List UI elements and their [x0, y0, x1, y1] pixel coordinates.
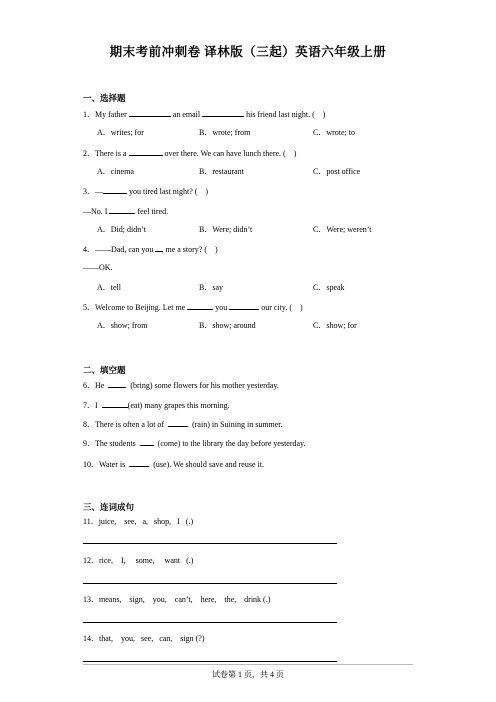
q5-blank-1 — [187, 301, 213, 310]
q7-text-post: (eat) many grapes this morning. — [127, 401, 230, 410]
page-footer: 试卷第 1 页，共 4 页 — [212, 670, 284, 679]
q3-option-b: B．Were; didn’t — [199, 225, 253, 234]
question-10 — [83, 458, 264, 470]
q7-blank — [102, 399, 128, 408]
q7-text-pre: 7．I — [83, 401, 102, 410]
q6-blank — [108, 379, 126, 388]
q1-option-b: B．wrote; from — [199, 128, 251, 137]
q9-text-pre: 9．The students — [83, 439, 140, 448]
q4-option-b: B．say — [199, 283, 223, 292]
q6-text-pre: 6．He — [83, 381, 109, 390]
q8-text-pre: 8．There is often a lot of — [83, 420, 169, 429]
q8-text-post: (rain) in Suining in summer. — [188, 420, 283, 429]
section-heading-choice: 一、选择题 — [83, 93, 126, 103]
q3-blank-2 — [109, 205, 135, 214]
q4-text-pre: 4．——Dad, can you — [83, 245, 156, 254]
q5-option-a: A．show; from — [97, 321, 148, 330]
q3-blank-1 — [103, 185, 127, 194]
question-12: 12．rice, I, some, want (.) — [83, 556, 194, 565]
question-7 — [83, 399, 230, 411]
question-3-reply — [83, 205, 168, 216]
question-14: 14．that, you, see, can, sign (?) — [83, 634, 205, 643]
q10-text-pre: 10．Water is — [83, 460, 130, 469]
q3-option-c: C．Were; weren’t — [313, 225, 372, 234]
q10-text-post: (use). We should save and reuse it. — [149, 460, 264, 469]
q2-blank — [129, 147, 163, 156]
q3-text-pre: 3．— — [83, 187, 103, 196]
answer-line-12 — [83, 583, 337, 584]
q2-text-post: over there. We can have lunch there. ( ) — [162, 149, 297, 158]
q10-blank — [129, 458, 149, 467]
question-11: 11．juice, see, a, shop, I (.) — [83, 517, 194, 526]
q3-option-a: A．Did; didn’t — [97, 225, 146, 234]
q6-text-post: (bring) some flowers for his mother yesterday. — [126, 381, 279, 390]
q1-option-c: C．wrote; to — [313, 128, 355, 137]
q1-text-post: his friend last night. ( ) — [244, 110, 326, 119]
q5-text-mid: you — [213, 303, 230, 312]
question-5 — [83, 301, 303, 313]
question-4-reply: ——OK. — [83, 263, 113, 272]
q8-blank — [168, 418, 188, 427]
q5-option-c: C．show; for — [313, 321, 357, 330]
q9-blank — [140, 437, 154, 446]
question-6 — [83, 379, 279, 391]
q1-blank-1 — [129, 108, 171, 117]
q3-text-post: you tired last night? ( ) — [127, 187, 209, 196]
q4-text-post: me a story? ( ) — [163, 245, 218, 254]
q4-option-a: A．tell — [97, 283, 121, 292]
section-heading-fill: 二、填空题 — [83, 365, 126, 375]
q5-text-post: our city. ( ) — [259, 303, 303, 312]
question-8 — [83, 418, 283, 430]
q1-blank-2 — [202, 108, 244, 117]
q3-reply-pre: —No. I — [83, 207, 110, 216]
answer-line-13 — [83, 622, 337, 623]
q5-text-pre: 5．Welcome to Beijing. Let me — [83, 303, 188, 312]
q9-text-post: (come) to the library the day before yesterday. — [153, 439, 306, 448]
q2-option-a: A．cinema — [97, 167, 134, 176]
answer-line-11 — [83, 543, 337, 544]
footer-divider — [83, 664, 413, 665]
question-13: 13．means, sign, you, can’t, here, the, drink (.) — [83, 595, 271, 604]
q2-text-pre: 2．There is a — [83, 149, 129, 158]
q4-option-c: C．speak — [313, 283, 345, 292]
q2-option-b: B．restaurant — [199, 167, 244, 176]
q2-option-c: C．post office — [313, 167, 361, 176]
q3-reply-post: feel tired. — [135, 207, 169, 216]
q5-blank-2 — [229, 301, 259, 310]
answer-line-14 — [83, 661, 337, 662]
q1-text-mid: an email — [170, 110, 203, 119]
question-3 — [83, 185, 208, 197]
question-2 — [83, 147, 296, 159]
q1-option-a: A．writes; for — [97, 128, 144, 137]
q5-option-b: B．show; around — [199, 321, 256, 330]
question-9 — [83, 437, 306, 449]
section-heading-order: 三、连词成句 — [83, 502, 135, 512]
page-title: 期末考前冲刺卷 译林版（三起）英语六年级上册 — [109, 45, 387, 59]
q1-text-pre: 1．My father — [83, 110, 129, 119]
question-1 — [83, 108, 325, 120]
question-4 — [83, 243, 218, 255]
